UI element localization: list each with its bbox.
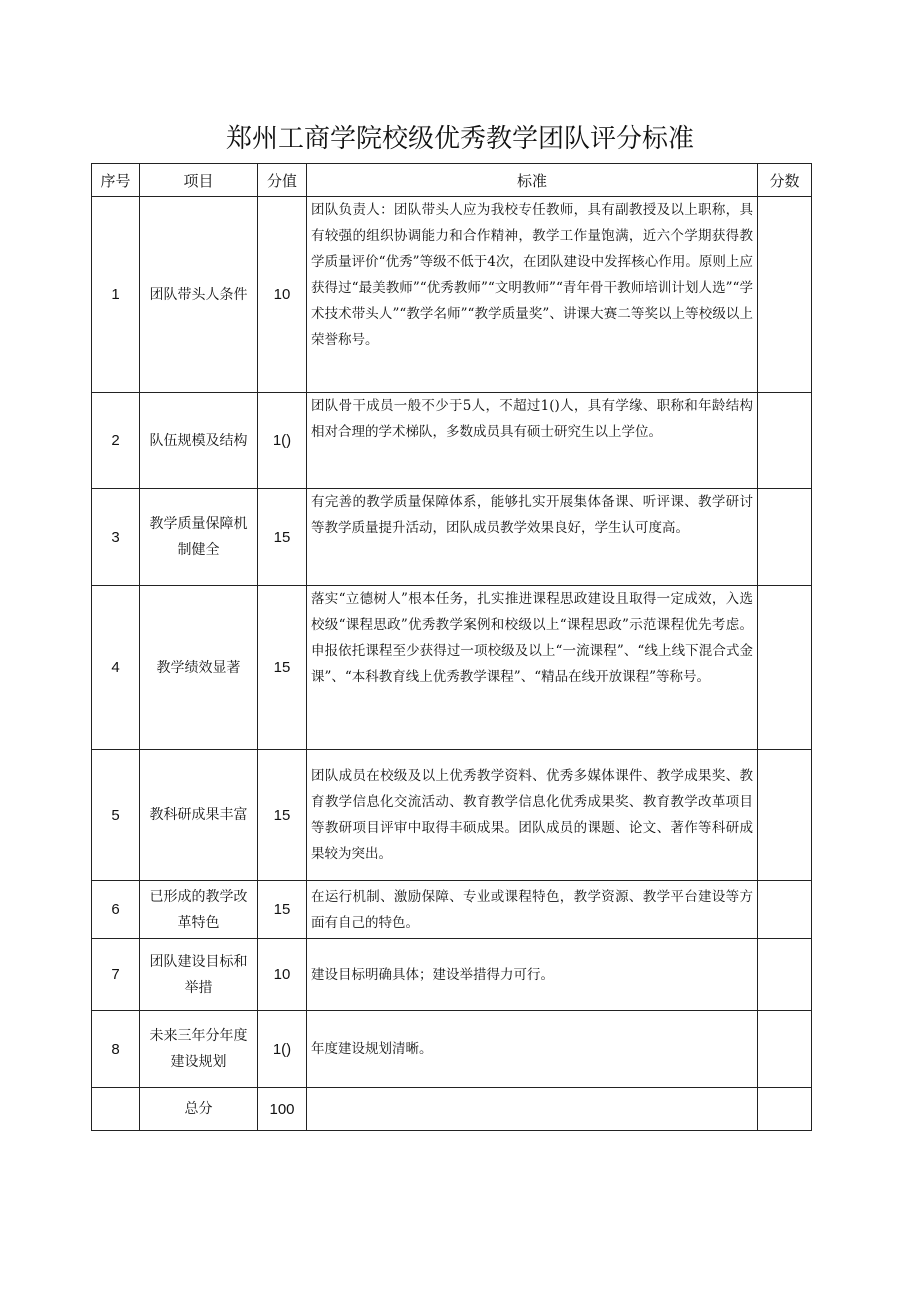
row-points: 15 [258,750,307,881]
row-points: 1() [258,1011,307,1088]
row-points: 15 [258,489,307,586]
row-points: 15 [258,586,307,750]
row-score[interactable] [758,750,812,881]
header-standard: 标准 [307,164,758,197]
row-standard: 团队骨干成员一般不少于5人，不超过1()人，具有学缘、职称和年龄结构相对合理的学术梯队，多数成员具有硕士研究生以上学位。 [307,393,758,489]
row-index: 8 [92,1011,140,1088]
table-row [92,586,812,750]
row-score[interactable] [758,393,812,489]
row-points: 10 [258,939,307,1011]
row-index: 6 [92,881,140,939]
row-score[interactable] [758,881,812,939]
row-item: 教科研成果丰富 [140,750,258,881]
row-item: 已形成的教学改革特色 [140,881,258,939]
table-header-row [92,164,812,197]
total-label: 总分 [140,1088,258,1131]
row-standard: 团队成员在校级及以上优秀教学资料、优秀多媒体课件、教学成果奖、教育教学信息化交流活动、教育教学信息化优秀成果奖、教育教学改革项目等教研项目评审中取得丰硕成果。团队成员的课题、论文、著作等科研成果较为突出。 [307,750,758,881]
row-standard: 年度建设规划清晰。 [307,1011,758,1088]
header-item: 项目 [140,164,258,197]
table-row [92,489,812,586]
total-row [92,1088,812,1131]
row-standard: 在运行机制、激励保障、专业或课程特色，教学资源、教学平台建设等方面有自己的特色。 [307,881,758,939]
table-row [92,1011,812,1088]
header-index: 序号 [92,164,140,197]
row-score[interactable] [758,197,812,393]
row-index: 2 [92,393,140,489]
row-standard: 有完善的教学质量保障体系，能够扎实开展集体备课、听评课、教学研讨等教学质量提升活动，团队成员教学效果良好，学生认可度高。 [307,489,758,586]
table-row [92,393,812,489]
row-item: 教学绩效显著 [140,586,258,750]
row-index: 3 [92,489,140,586]
row-index: 5 [92,750,140,881]
total-index [92,1088,140,1131]
table-row [92,197,812,393]
header-points: 分值 [258,164,307,197]
row-score[interactable] [758,489,812,586]
row-index: 7 [92,939,140,1011]
total-score[interactable] [758,1088,812,1131]
table-row [92,881,812,939]
row-standard: 落实“立德树人”根本任务，扎实推进课程思政建设且取得一定成效，入选校级“课程思政”优秀教学案例和校级以上“课程思政”示范课程优先考虑。申报依托课程至少获得过一项校级及以上“一流课程”、“线上线下混合式金课”、“本科教育线上优秀教学课程”、“精品在线开放课程”等称号。 [307,586,758,750]
table-row [92,750,812,881]
row-index: 4 [92,586,140,750]
row-standard: 建设目标明确具体；建设举措得力可行。 [307,939,758,1011]
row-points: 10 [258,197,307,393]
row-item: 未来三年分年度建设规划 [140,1011,258,1088]
header-score: 分数 [758,164,812,197]
row-standard: 团队负责人：团队带头人应为我校专任教师，具有副教授及以上职称，具有较强的组织协调能力和合作精神，教学工作量饱满，近六个学期获得教学质量评价“优秀”等级不低于4次，在团队建设中发挥核心作用。原则上应获得过“最美教师”“优秀教师”“文明教师”“青年骨干教师培训计划人选”“学术技术带头人”“教学名师”“教学质量奖”、讲课大赛二等奖以上等校级以上荣誉称号。 [307,197,758,393]
row-item: 教学质量保障机制健全 [140,489,258,586]
row-points: 1() [258,393,307,489]
row-item: 团队带头人条件 [140,197,258,393]
row-points: 15 [258,881,307,939]
scoring-table [91,163,812,1131]
table-row [92,939,812,1011]
row-index: 1 [92,197,140,393]
row-score[interactable] [758,586,812,750]
page-title: 郑州工商学院校级优秀教学团队评分标准 [225,124,694,154]
row-score[interactable] [758,939,812,1011]
row-score[interactable] [758,1011,812,1088]
row-item: 队伍规模及结构 [140,393,258,489]
total-standard [307,1088,758,1131]
row-item: 团队建设目标和举措 [140,939,258,1011]
total-points: 100 [258,1088,307,1131]
